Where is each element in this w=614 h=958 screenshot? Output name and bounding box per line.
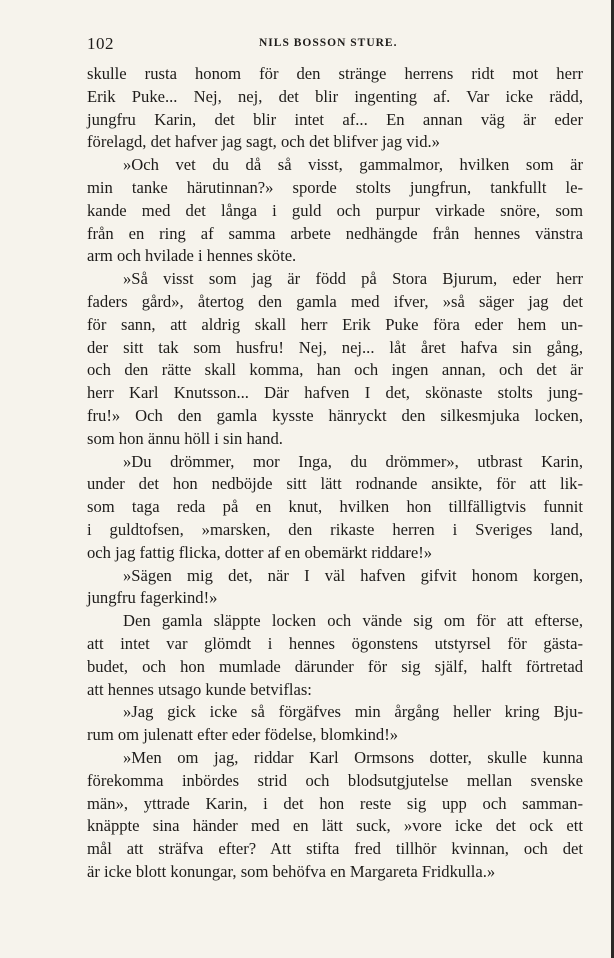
text-line: för sann, att aldrig skall herr Erik Puke föra eder hem un- bbox=[87, 314, 583, 334]
text-line: »Så visst som jag är född på Stora Bjurum, eder herr bbox=[123, 269, 583, 289]
text-line: förekomma inbördes strid och blodsutgjutelse mellan svenske bbox=[87, 770, 583, 790]
text-line: jungfru Karin, det blir intet af... En annan väg är eder bbox=[87, 109, 583, 129]
body-text bbox=[87, 63, 583, 884]
text-line: förelagd, det hafver jag sagt, och det blifver jag vid.» bbox=[87, 132, 440, 152]
text-line: »Jag gick icke så förgäfves min årgång heller kring Bju- bbox=[123, 702, 583, 722]
text-line: mål att sträfva efter? Att stifta fred tillhör kvinnan, och det bbox=[87, 839, 583, 859]
text-line: der sitt tak som husfru! Nej, nej... låt året hafva sin gång, bbox=[87, 337, 583, 357]
text-line: och den rätte skall komma, han och ingen annan, och det är bbox=[87, 360, 583, 380]
text-line: är icke blott konungar, som behöfva en Margareta Fridkulla.» bbox=[87, 861, 496, 881]
page-header bbox=[87, 34, 583, 56]
text-line: fru!» Och den gamla kysste hänryckt den silkesmjuka locken, bbox=[87, 405, 583, 425]
text-line: under det hon nedböjde sitt lätt rodnande ansikte, för att lik- bbox=[87, 474, 583, 494]
text-line: som hon ännu höll i sin hand. bbox=[87, 428, 283, 448]
text-line: från en ring af samma arbete nedhängde från hennes vänstra bbox=[87, 223, 583, 243]
text-line: och jag fattig flicka, dotter af en obemärkt riddare!» bbox=[87, 542, 433, 562]
text-line: jungfru fagerkind!» bbox=[87, 588, 218, 608]
text-line: »Sägen mig det, när I väl hafven gifvit honom korgen, bbox=[123, 565, 583, 585]
running-head: NILS BOSSON STURE. bbox=[259, 37, 398, 49]
text-line: knäppte sina händer med en lätt suck, »vore icke det ock ett bbox=[87, 816, 583, 836]
text-line: faders gård», återtog den gamla med ifver, »så säger jag det bbox=[87, 291, 583, 311]
text-line: att hennes utsago kunde betviflas: bbox=[87, 679, 312, 699]
text-line: rum om julenatt efter eder födelse, blomkind!» bbox=[87, 725, 399, 745]
text-line: att intet var glömdt i hennes ögonstens utstyrsel för gästa- bbox=[87, 633, 583, 653]
page-number: 102 bbox=[87, 34, 114, 53]
text-line: min tanke härutinnan?» sporde stolts jungfrun, tankfullt le- bbox=[87, 177, 583, 197]
text-line: i guldtofsen, »marsken, den rikaste herren i Sveriges land, bbox=[87, 519, 583, 539]
text-line: budet, och hon mumlade därunder för sig själf, halft förtretad bbox=[87, 656, 583, 676]
text-line: »Du drömmer, mor Inga, du drömmer», utbrast Karin, bbox=[123, 451, 583, 471]
text-line: Den gamla släppte locken och vände sig om för att efterse, bbox=[123, 611, 583, 631]
text-line: »Men om jag, riddar Karl Ormsons dotter, skulle kunna bbox=[123, 747, 583, 767]
text-line: skulle rusta honom för den stränge herrens ridt mot herr bbox=[87, 64, 583, 83]
text-line: arm och hvilade i hennes sköte. bbox=[87, 246, 297, 266]
text-line: män», yttrade Karin, i det hon reste sig upp och samman- bbox=[87, 793, 583, 813]
text-line: »Och vet du då så visst, gammalmor, hvilken som är bbox=[123, 155, 583, 175]
text-line: som taga reda på en knut, hvilken hon tillfälligtvis funnit bbox=[87, 497, 583, 517]
text-line: herr Karl Knutsson... Där hafven I det, skönaste stolts jung- bbox=[87, 383, 583, 403]
text-line: kande med det långa i guld och purpur virkade snöre, som bbox=[87, 200, 583, 220]
text-line: Erik Puke... Nej, nej, det blir ingenting af. Var icke rädd, bbox=[87, 86, 583, 106]
